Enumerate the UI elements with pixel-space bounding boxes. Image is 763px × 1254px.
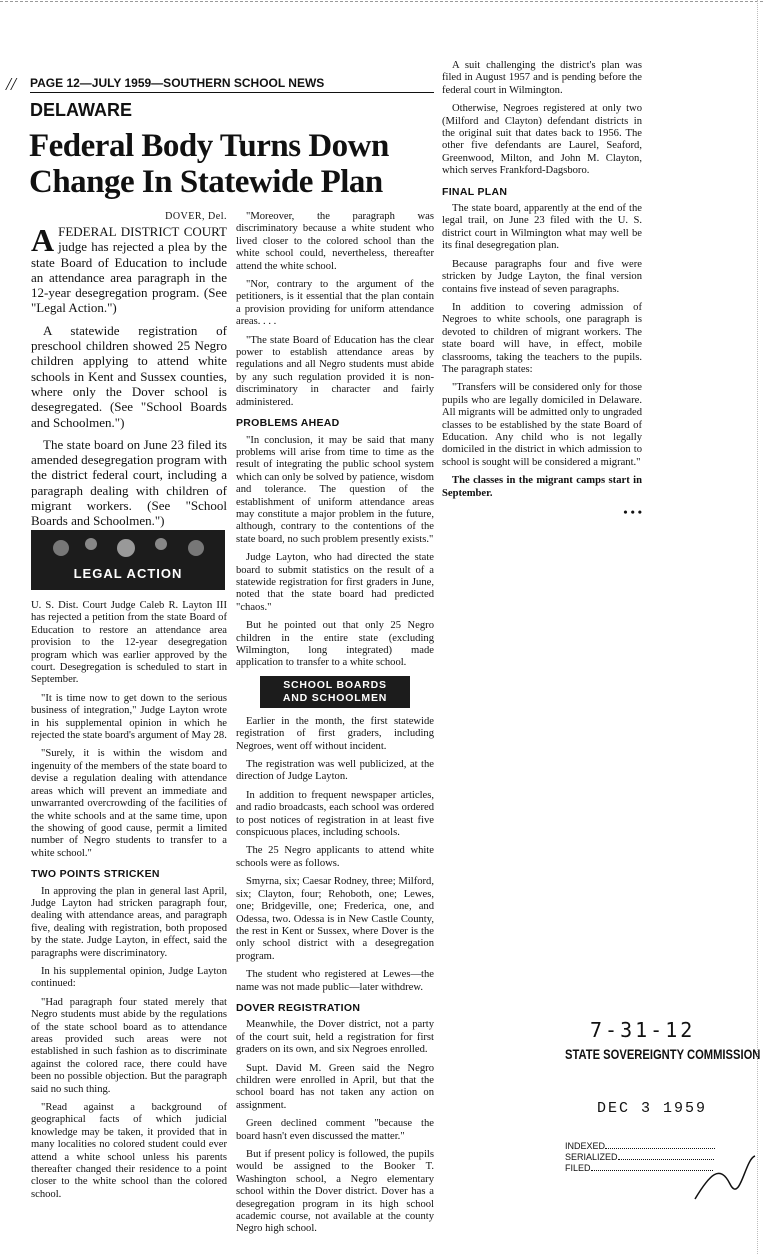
column-3 (442, 60, 642, 518)
school-boards-label-2: AND SCHOOLMEN (282, 691, 388, 704)
subhead-dover-registration: DOVER REGISTRATION (236, 1001, 361, 1014)
col1-paragraph: U. S. Dist. Court Judge Caleb R. Layton III has rejected a petition from the state Board of Education to restore an attendance area provision to the 12-year desegregation program which was earlier approved by the court. Desegregation is scheduled to start in September. (31, 600, 227, 686)
col2-paragraph: But he pointed out that only 25 Negro children in the entire state (excluding Wilmington, long integrated) made application to transfer to a white school. (236, 620, 434, 669)
col1-paragraph: In approving the plan in general last April, Judge Layton had stricken paragraph four, dealing with attendance areas, and paragraph five, dealing with registration, both proposed by the state. Judge Layton, in effect, said the paragraphs were discriminatory. (31, 885, 227, 959)
signature-scribble (690, 1154, 760, 1204)
dateline: DOVER, Del. (165, 211, 227, 222)
stamp-serialized: SERIALIZED (565, 1152, 755, 1163)
column-1 (31, 600, 227, 1207)
lead-column (31, 211, 227, 536)
col3-paragraph: In addition to covering admission of Negroes to white schools, one paragraph is devoted to children of migrant workers. The state board will have, in effect, mobile classrooms, taking the teachers to the pupils. The paragraph states: (442, 301, 642, 375)
col2-paragraph: Supt. David M. Green said the Negro children were enrolled in April, but that the school board has not taken any action on assignment. (236, 1062, 434, 1111)
col2-paragraph: But if present policy is followed, the pupils would be assigned to the Booker T. Washington school, a Negro elementary school within the Dover district. Dover has a desegregation program in its high school academic course, not available at the county Negro high school. (236, 1149, 434, 1235)
lead-paragraph: A statewide registration of preschool children showed 25 Negro children applying to attend white schools in Kent and Sussex counties, where only the Dover school is desegregated. (See "School Boards and Schoolmen.") (31, 322, 227, 430)
col1-paragraph: In his supplemental opinion, Judge Layton continued: (31, 965, 227, 990)
end-mark: • • • (623, 505, 642, 519)
lead-paragraph: FEDERAL DISTRICT COURT judge has rejected a plea by the state Board of Education to include an attendance area paragraph in the 12-year desegregation program. (See "Legal Action.") (31, 224, 227, 316)
lead-paragraph: The state board on June 23 filed its amended desegregation program with the district federal court, including a paragraph dealing with children of migrant workers. (See "School Boards and Schoolmen.") (31, 436, 228, 529)
col2-paragraph: In addition to frequent newspaper articles, and radio broadcasts, each school was ordered to post notices of registration in at least five conspicuous places, including schools. (236, 789, 434, 839)
subhead-two-points: TWO POINTS STRICKEN (31, 868, 160, 881)
col2-paragraph: The student who registered at Lewes—the name was not made public—later withdrew. (236, 969, 434, 993)
stamp-indexed: INDEXED (565, 1141, 755, 1152)
commission-stamp (565, 1046, 761, 1174)
handwritten-number: 7-31-12 (590, 1018, 696, 1042)
col3-paragraph: Because paragraphs four and five were stricken by Judge Layton, the final version contains five instead of seven paragraphs. (442, 258, 642, 295)
col2-paragraph: Meanwhile, the Dover district, not a party of the court suit, held a registration for first graders on its own, and six Negroes enrolled. (236, 1019, 434, 1056)
stamp-title: STATE SOVEREIGNTY COMMISSION (565, 1046, 761, 1062)
col2-paragraph: Earlier in the month, the first statewide registration of first graders, including Negroes, went off without incident. (236, 715, 434, 752)
subhead-problems-ahead: PROBLEMS AHEAD (236, 417, 340, 430)
page-line: PAGE 12—JULY 1959—SOUTHERN SCHOOL NEWS (30, 76, 325, 90)
col2-paragraph: "The state Board of Education has the clear power to establish attendance areas by regulations and all Negro students must abide by any such regulation provided it is non-discriminatory in character and fairly administered. (236, 334, 434, 408)
header-rule (30, 92, 434, 93)
col2-paragraph: Judge Layton, who had directed the state board to submit statistics on the result of a statewide registration for first graders in June, noted that the state board had predicted "chaos." (236, 552, 434, 613)
school-boards-label-1: SCHOOL BOARDS (283, 678, 387, 691)
headline-line-1: Federal Body Turns Down (29, 128, 389, 164)
col3-paragraph: Otherwise, Negroes registered at only two (Milford and Clayton) defendant districts in the original suit that dates back to 1956. The other five defendants are Laurel, Seaford, Greenwood, Milton, and John M. Clayton, which serves Frankford-Dagsboro. (442, 103, 642, 177)
stamp-filed: FILED (565, 1163, 755, 1174)
col2-paragraph: "Nor, contrary to the argument of the petitioners, is it essential that the plan contain a provision providing for uniform attendance areas. . . . (236, 279, 434, 328)
col1-paragraph: "Surely, it is within the wisdom and ingenuity of the members of the state board to devise a regulation dealing with attendance areas which will prevent an immediate and unwarranted overcrowding of the facilities of the white schools and at the same time, upon the showing of good cause, permit a limited number of Negro students to transfer to a white school." (31, 748, 227, 859)
legal-action-box (31, 530, 225, 590)
col2-paragraph: Green declined comment "because the board hasn't even discussed the matter." (236, 1118, 434, 1142)
drop-cap: A (31, 222, 55, 258)
scales-icon (31, 530, 225, 566)
section-label: DELAWARE (30, 100, 133, 120)
stamp-date: DEC 3 1959 (597, 1100, 708, 1117)
top-border (0, 1, 763, 2)
lead-body (31, 224, 227, 529)
legal-action-label: LEGAL ACTION (73, 566, 183, 581)
col3-paragraph: The classes in the migrant camps start in September. (442, 475, 642, 499)
col1-paragraph: "It is time now to get down to the serious business of integration," Judge Layton wrote in his supplemental opinion in which he rejected the state board's argument of May 28. (31, 692, 227, 742)
col3-paragraph: The state board, apparently at the end of the legal trail, on June 23 filed with the U. S. district court in Wilmington what may well be its final desegregation plan. (442, 203, 642, 252)
side-border (757, 0, 758, 1254)
school-boards-box (260, 676, 410, 708)
subhead-final-plan: FINAL PLAN (442, 185, 508, 198)
margin-marks: // (6, 74, 17, 94)
column-2 (236, 211, 434, 1242)
col1-paragraph: "Had paragraph four stated merely that Negro students must abide by the regulations of the state school board as to attendance areas provided such areas were not established in such fashion as to discriminate against the colored race, there could have been no possible objection. But the paragraph said no such thing. (31, 996, 227, 1095)
col2-paragraph: "Moreover, the paragraph was discriminatory because a white student who lived closer to the colored school than the white school could, nevertheless, thereafter attend the white school. (236, 211, 434, 272)
col2-paragraph: "In conclusion, it may be said that many problems will arise from time to time as the result of integrating the public school system which can only be solved by patience, wisdom and tolerance. The question of the establishment of uniform attendance areas may constitute a major problem in the future, although, contrary to the contentions of the state board, no such problem presently exists." (236, 434, 434, 545)
col2-paragraph: Smyrna, six; Caesar Rodney, three; Milford, six; Clayton, four; Rehoboth, one; Lewes, one; Bridgeville, one; Frederica, one, and Odessa, two. Odessa is in New Castle County, the rest in Kent or Sussex, where Dover is the only school district with a desegregation program. (236, 876, 434, 962)
col2-paragraph: The registration was well publicized, at the direction of Judge Layton. (236, 759, 434, 783)
col2-paragraph: The 25 Negro applicants to attend white schools were as follows. (236, 845, 434, 869)
col3-paragraph: "Transfers will be considered only for those pupils who are legally domiciled in Delaware. All migrants will be admitted only to ungraded classes to be established by the state Board of Education. Any child who is not legally domiciled in the district in which admission to school is sought will be considered a migrant." (442, 382, 642, 468)
col3-paragraph: A suit challenging the district's plan was filed in August 1957 and is pending before the federal court in Wilmington. (442, 60, 642, 96)
headline-line-2: Change In Statewide Plan (29, 164, 383, 200)
col1-paragraph: "Read against a background of geographical facts of which judicial knowledge may be taken, it provided that in many localities no colored student could ever attend a white school unless his parents thereafter changed their residence to a point closer to the white school than the colored school. (31, 1102, 227, 1200)
